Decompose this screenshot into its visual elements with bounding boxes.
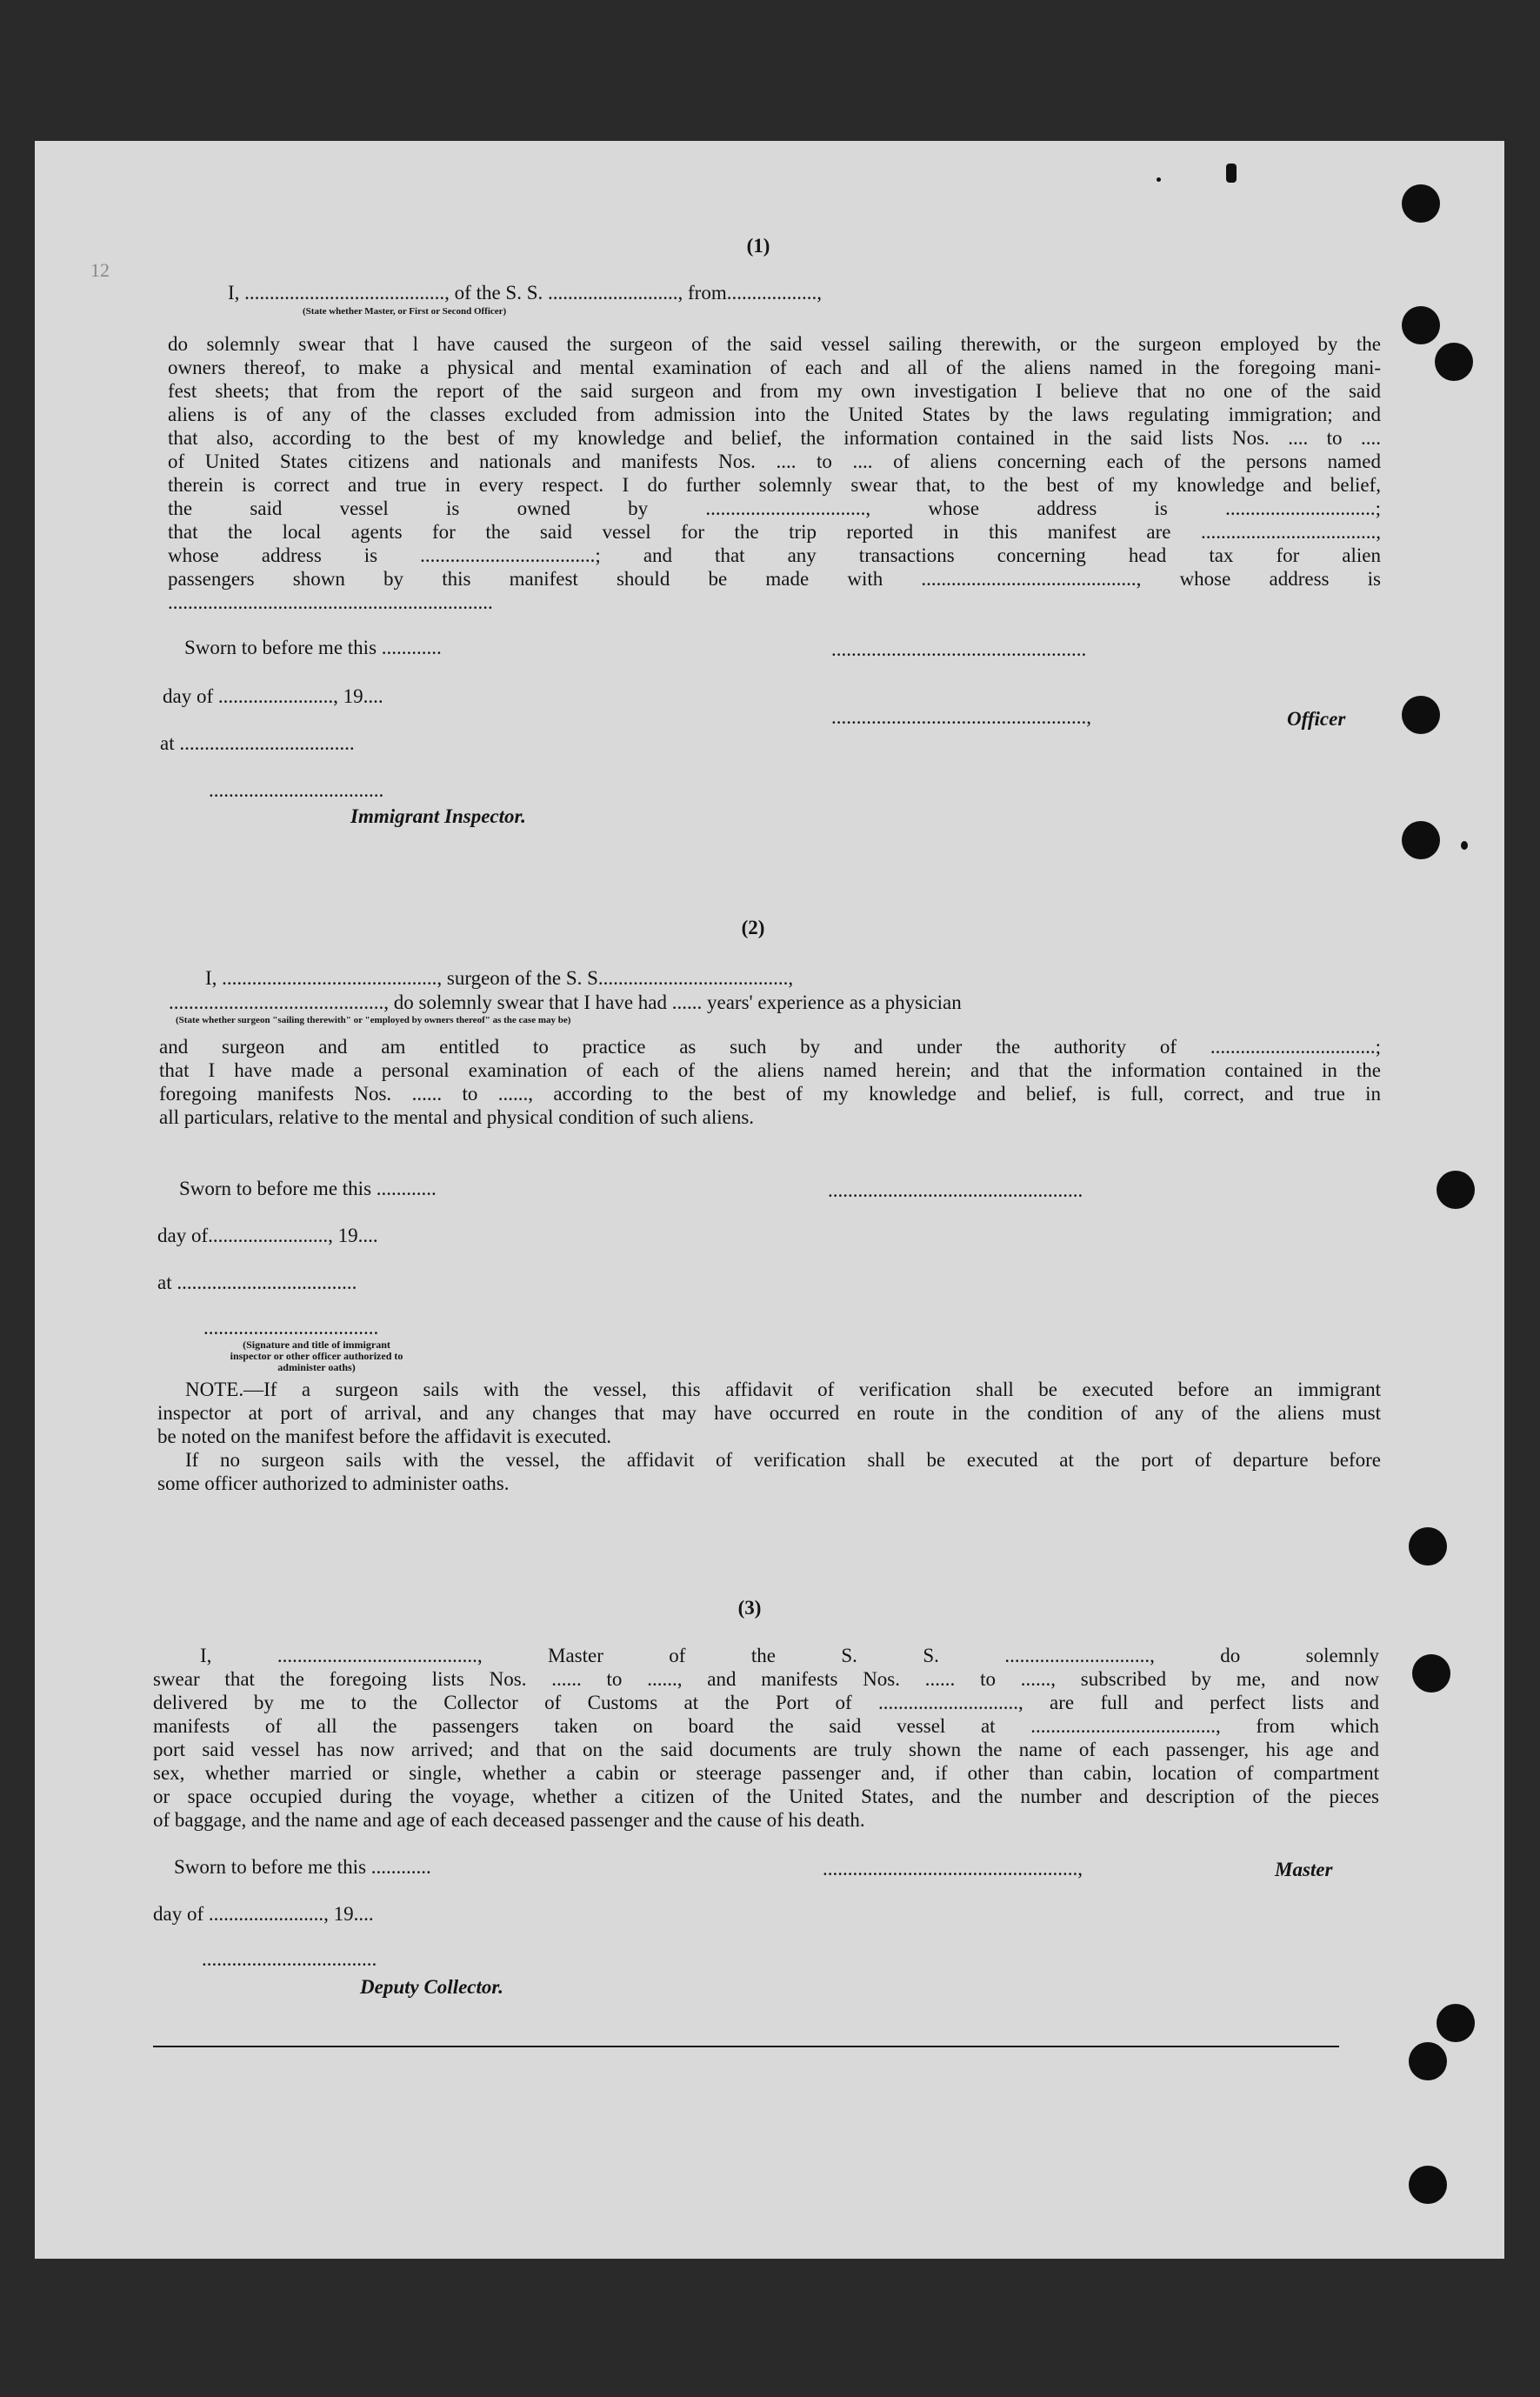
officer-title: Officer	[1287, 708, 1346, 730]
body-line: owners thereof, to make a physical and mental examination of each and all of the aliens named in the foregoing mani-	[168, 357, 1381, 378]
body-line: all particulars, relative to the mental and physical condition of such aliens.	[159, 1106, 755, 1128]
sworn-line: Sworn to before me this ............	[174, 1856, 431, 1878]
body-line: do solemnly swear that l have caused the surgeon of the said vessel sailing therewith, or the surgeon employed by the	[168, 333, 1381, 355]
section-1-body	[168, 332, 1381, 614]
form-page	[35, 141, 1504, 2259]
right-signature-line: ...................................................	[828, 1179, 1083, 1201]
officer-signature-line: ...................................................,	[831, 706, 1091, 728]
sworn-line: Sworn to before me this ............	[184, 637, 442, 658]
section-2-line1: I, ..........................................., surgeon of the S. S......................................,	[205, 967, 794, 989]
body-line: sex, whether married or single, whether a cabin or steerage passenger and, if other than cabin, location of compartment	[153, 1762, 1379, 1784]
section-2-line2-caption: (State whether surgeon "sailing therewith" or "employed by owners thereof" as the case may be)	[176, 1015, 571, 1025]
bottom-rule	[153, 2046, 1339, 2047]
punch-hole	[1402, 306, 1440, 344]
ink-speck	[1226, 164, 1237, 183]
body-line: aliens is of any of the classes excluded from admission into the United States by the laws regulating immigration; and	[168, 404, 1381, 425]
body-line: I, ........................................, Master of the S. S. ............................., do solemnly	[200, 1645, 1379, 1666]
body-line: manifests of all the passengers taken on board the said vessel at ....................................., from which	[153, 1715, 1379, 1737]
body-line: delivered by me to the Collector of Customs at the Port of ............................, are full and perfect lists and	[153, 1692, 1379, 1713]
punch-hole	[1402, 184, 1440, 223]
signature-caption	[221, 1339, 412, 1373]
punch-hole	[1409, 2042, 1447, 2080]
collector-title: Deputy Collector.	[360, 1976, 503, 1998]
section-1-number: (1)	[746, 235, 770, 257]
margin-mark: 12	[90, 259, 110, 281]
body-line: foregoing manifests Nos. ...... to ......, according to the best of my knowledge and belief, is full, correct, and true in	[159, 1083, 1381, 1105]
body-line: that also, according to the best of my knowledge and belief, the information contained in the said lists Nos. .... to ....	[168, 427, 1381, 449]
punch-hole	[1402, 821, 1440, 859]
body-line: the said vessel is owned by ................................, whose address is ..............................;	[168, 497, 1381, 519]
section-3-body	[153, 1644, 1379, 1832]
master-signature-line: ...................................................,	[823, 1858, 1083, 1880]
body-line: of United States citizens and nationals and manifests Nos. .... to .... of aliens concerning each of the persons named	[168, 451, 1381, 472]
at-line: at ...................................	[160, 732, 355, 754]
signature-line: ...................................	[203, 1317, 379, 1339]
body-line: that the local agents for the said vessel for the trip reported in this manifest are ...................................,	[168, 521, 1381, 543]
note-line: some officer authorized to administer oaths.	[157, 1472, 510, 1494]
body-line: and surgeon and am entitled to practice as such by and under the authority of .................................;	[159, 1036, 1381, 1058]
officer-signature-line-top: ...................................................	[831, 638, 1087, 660]
at-line: at ....................................	[157, 1272, 357, 1293]
collector-signature-line: ...................................	[202, 1948, 377, 1970]
punch-hole	[1412, 1654, 1450, 1693]
punch-hole	[1435, 343, 1473, 381]
punch-hole	[1409, 1527, 1447, 1566]
body-line: therein is correct and true in every respect. I do further solemnly swear that, to the best of my knowledge and belief,	[168, 474, 1381, 496]
section-1-line1-caption: (State whether Master, or First or Second Officer)	[303, 306, 507, 317]
master-title: Master	[1275, 1859, 1333, 1880]
sworn-line: Sworn to before me this ............	[179, 1178, 437, 1199]
punch-hole	[1402, 696, 1440, 734]
punch-hole	[1437, 2004, 1475, 2042]
day-line: day of........................, 19....	[157, 1225, 378, 1246]
body-line: .................................................................	[168, 591, 493, 613]
day-line: day of ......................., 19....	[163, 685, 383, 707]
note-line: If no surgeon sails with the vessel, the affidavit of verification shall be executed at the port of departure before	[185, 1449, 1381, 1471]
punch-hole	[1409, 2166, 1447, 2204]
ink-speck	[1157, 177, 1161, 182]
signature-caption-text: (Signature and title of immigrant inspector or other officer authorized to administer oaths)	[230, 1339, 403, 1373]
section-3-number: (3)	[737, 1597, 762, 1619]
day-line: day of ......................., 19....	[153, 1903, 374, 1925]
punch-hole	[1437, 1171, 1475, 1209]
inspector-title: Immigrant Inspector.	[350, 805, 526, 827]
section-2-number: (2)	[741, 917, 765, 938]
body-line: passengers shown by this manifest should be made with ..........................................., whose address is	[168, 568, 1381, 590]
section-2-line2: ..........................................., do solemnly swear that I have had ...... years' experience as a physician	[169, 992, 962, 1013]
ink-speck	[1461, 841, 1468, 850]
body-line: whose address is ...................................; and that any transactions concerning head tax for alien	[168, 544, 1381, 566]
body-line: that I have made a personal examination of each of the aliens named herein; and that the information contained in the	[159, 1059, 1381, 1081]
note-line: be noted on the manifest before the affidavit is executed.	[157, 1426, 611, 1447]
body-line: fest sheets; that from the report of the said surgeon and from my own investigation I believe that no one of the said	[168, 380, 1381, 402]
section-1-line1: I, ........................................, of the S. S. .........................., from..................,	[228, 282, 822, 304]
body-line: or space occupied during the voyage, whether a citizen of the United States, and the number and description of the pieces	[153, 1786, 1379, 1807]
inspector-signature-line: ...................................	[209, 779, 384, 801]
body-line: swear that the foregoing lists Nos. ...... to ......, and manifests Nos. ...... to ......, subscribed by me, and now	[153, 1668, 1379, 1690]
note-line: inspector at port of arrival, and any changes that may have occurred en route in the condition of any of the aliens must	[157, 1402, 1381, 1424]
body-line: port said vessel has now arrived; and that on the said documents are truly shown the name of each passenger, his age and	[153, 1739, 1379, 1760]
section-2-body	[159, 1035, 1381, 1129]
section-2-note	[157, 1378, 1381, 1495]
note-line: NOTE.—If a surgeon sails with the vessel, this affidavit of verification shall be executed before an immigrant	[185, 1379, 1381, 1400]
body-line: of baggage, and the name and age of each deceased passenger and the cause of his death.	[153, 1809, 865, 1831]
